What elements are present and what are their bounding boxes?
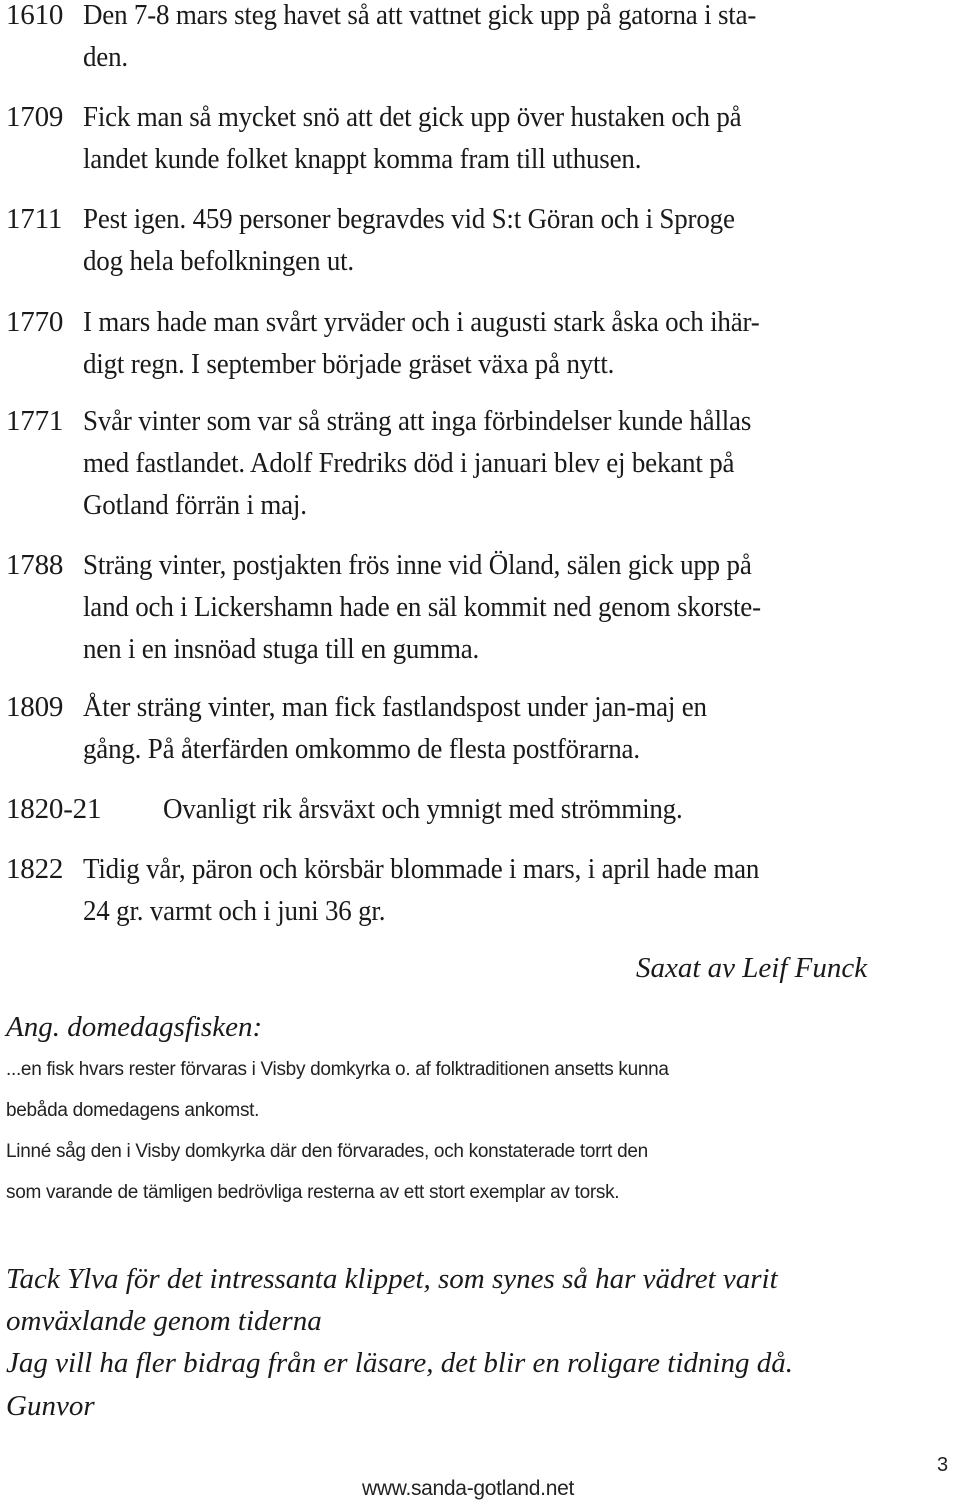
entry-text-line: Ovanligt rik årsväxt och ymnigt med strömming. bbox=[163, 793, 683, 825]
entry-text-line: Den 7-8 mars steg havet så att vattnet gick upp på gatorna i sta- bbox=[83, 0, 757, 31]
entry-year: 1709 bbox=[6, 101, 64, 133]
entry-text-line: landet kunde folket knappt komma fram till uthusen. bbox=[83, 143, 642, 175]
entry-text-line: Sträng vinter, postjakten frös inne vid Öland, sälen gick upp på bbox=[83, 549, 752, 581]
entry-year: 1788 bbox=[6, 549, 64, 581]
entry-text-line: Gotland förrän i maj. bbox=[83, 489, 307, 521]
note-line: bebåda domedagens ankomst. bbox=[6, 1100, 260, 1121]
signature: Saxat av Leif Funck bbox=[636, 952, 868, 984]
entry-year: 1771 bbox=[6, 405, 64, 437]
thanks-line: Jag vill ha fler bidrag från er läsare, det blir en roligare tidning då. bbox=[6, 1347, 793, 1379]
entry-text-line: digt regn. I september började gräset växa på nytt. bbox=[83, 348, 615, 380]
note-line: ...en fisk hvars rester förvaras i Visby domkyrka o. af folktraditionen ansetts kunna bbox=[6, 1059, 669, 1080]
thanks-line: omväxlande genom tiderna bbox=[6, 1305, 322, 1337]
entry-year: 1610 bbox=[6, 0, 64, 31]
entry-text-line: Åter sträng vinter, man fick fastlandspost under jan-maj en bbox=[83, 691, 707, 723]
entry-text-line: Pest igen. 459 personer begravdes vid S:t Göran och i Sproge bbox=[83, 203, 735, 235]
entry-text-line: I mars hade man svårt yrväder och i augusti stark åska och ihär- bbox=[83, 306, 760, 338]
entry-text-line: med fastlandet. Adolf Fredriks död i januari blev ej bekant på bbox=[83, 447, 735, 479]
page-number: 3 bbox=[937, 1454, 948, 1476]
note-heading: Ang. domedagsfisken: bbox=[6, 1011, 263, 1043]
entry-year: 1809 bbox=[6, 691, 64, 723]
note-line: som varande de tämligen bedrövliga resterna av ett stort exemplar av torsk. bbox=[6, 1182, 620, 1203]
thanks-line: Tack Ylva för det intressanta klippet, som synes så har vädret varit bbox=[6, 1263, 778, 1295]
entry-text-line: nen i en insnöad stuga till en gumma. bbox=[83, 633, 480, 665]
entry-year: 1822 bbox=[6, 853, 64, 885]
entry-text-line: land och i Lickershamn hade en säl kommit ned genom skorste- bbox=[83, 591, 761, 623]
entry-year: 1711 bbox=[6, 203, 63, 235]
entry-text-line: Svår vinter som var så sträng att inga förbindelser kunde hållas bbox=[83, 405, 752, 437]
entry-text-line: Fick man så mycket snö att det gick upp över hustaken och på bbox=[83, 101, 742, 133]
footer-url: www.sanda-gotland.net bbox=[362, 1477, 575, 1500]
entry-year: 1770 bbox=[6, 306, 64, 338]
entry-text-line: gång. På återfärden omkommo de flesta postförarna. bbox=[83, 733, 640, 765]
entry-year: 1820-21 bbox=[6, 793, 102, 825]
entry-text-line: dog hela befolkningen ut. bbox=[83, 245, 354, 277]
note-line: Linné såg den i Visby domkyrka där den förvarades, och konstaterade torrt den bbox=[6, 1141, 648, 1162]
entry-text-line: Tidig vår, päron och körsbär blommade i mars, i april hade man bbox=[83, 853, 760, 885]
thanks-line: Gunvor bbox=[6, 1390, 95, 1422]
entry-text-line: 24 gr. varmt och i juni 36 gr. bbox=[83, 895, 386, 927]
entry-text-line: den. bbox=[83, 41, 128, 73]
